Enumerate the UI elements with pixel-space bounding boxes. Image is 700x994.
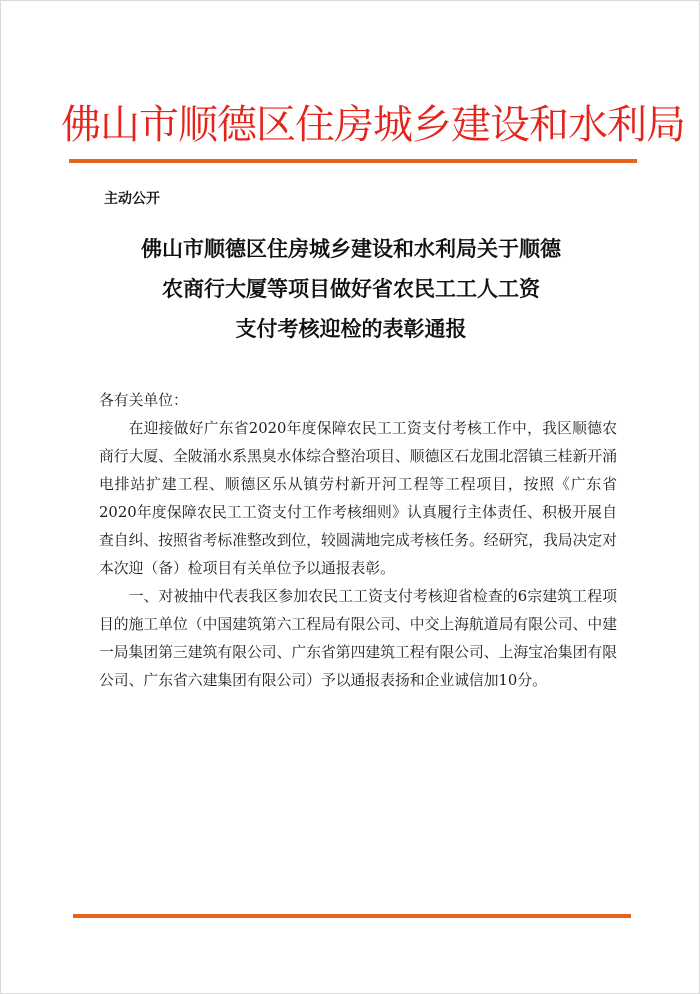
- agency-masthead: 佛山市顺德区住房城乡建设和水利局: [61, 102, 685, 148]
- footer-divider: [73, 914, 631, 918]
- title-line: 佛山市顺德区住房城乡建设和水利局关于顺德: [141, 237, 561, 261]
- document-title: [61, 229, 641, 349]
- document-body: [99, 387, 617, 695]
- title-line: 农商行大厦等项目做好省农民工工人工资: [162, 277, 540, 301]
- body-paragraph: 在迎接做好广东省2020年度保障农民工工资支付考核工作中，我区顺德农商行大厦、全陂涌水系黑臭水体综合整治项目、顺德区石龙围北滘镇三桂新开涌电排站扩建工程、顺德区乐从镇劳村新开河工程等工程项目，按照《广东省2020年度保障农民工工资支付工作考核细则》认真履行主体责任、积极开展自查自纠、按照省考标准整改到位，较圆满地完成考核任务。经研究，我局决定对本次迎（备）检项目有关单位予以通报表彰。: [99, 420, 617, 577]
- title-line: 支付考核迎检的表彰通报: [235, 317, 467, 341]
- header-divider: [69, 159, 637, 163]
- disclosure-label: 主动公开: [104, 191, 160, 207]
- body-paragraph: 一、对被抽中代表我区参加农民工工资支付考核迎省检查的6宗建筑工程项目的施工单位（中国建筑第六工程局有限公司、中交上海航道局有限公司、中建一局集团第三建筑有限公司、广东省第四建筑工程有限公司、上海宝冶集团有限公司、广东省六建集团有限公司）予以通报表扬和企业诚信加10分。: [99, 588, 617, 689]
- salutation: 各有关单位：: [99, 392, 188, 409]
